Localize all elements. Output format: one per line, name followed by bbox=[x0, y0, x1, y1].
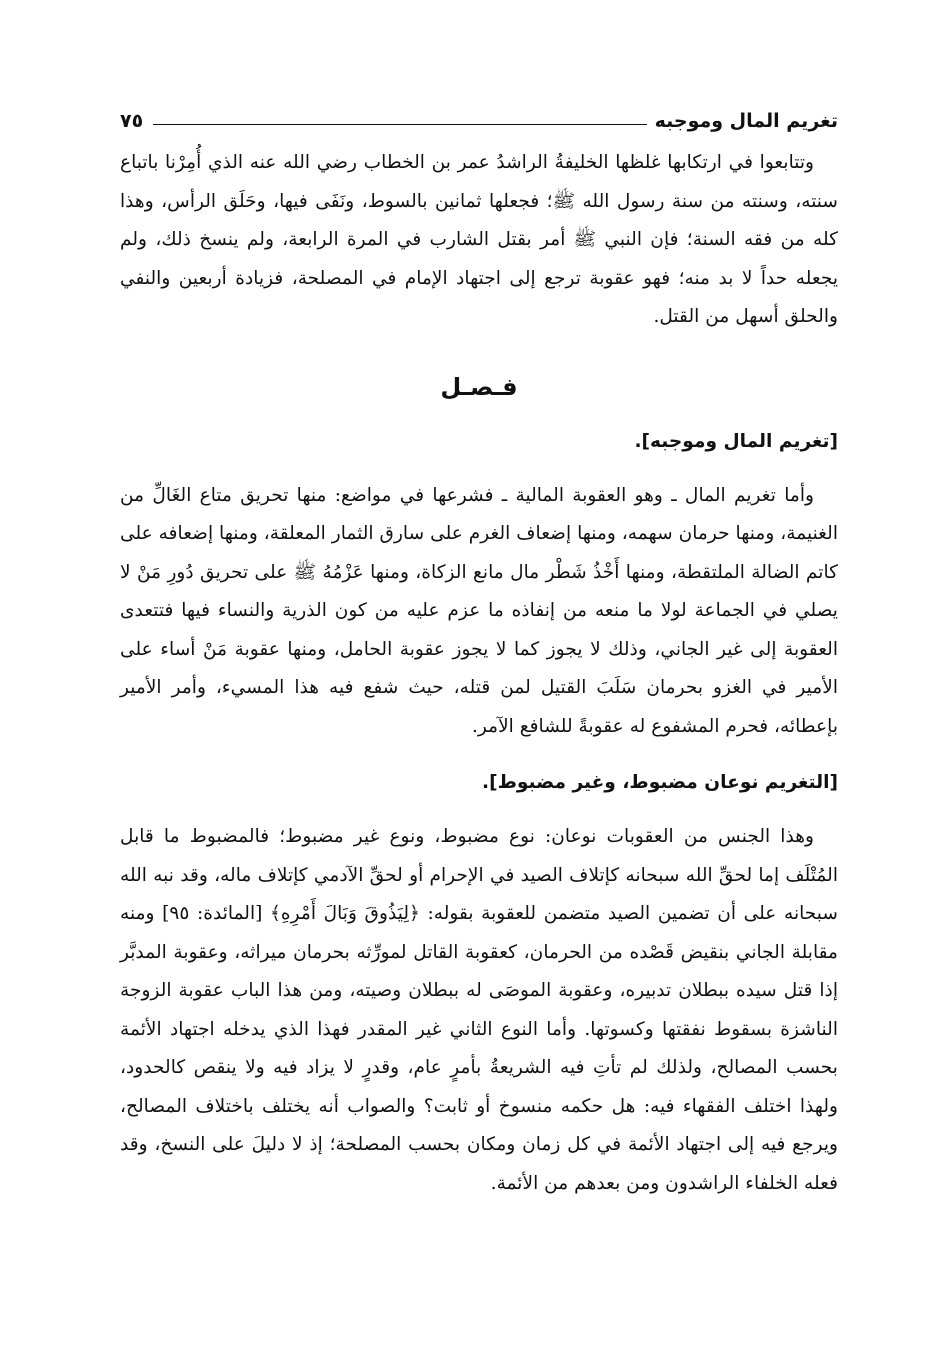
page-number: ٧٥ bbox=[120, 110, 144, 132]
book-page bbox=[120, 96, 838, 1203]
subheading-fine-types: [التغريم نوعان مضبوط، وغير مضبوط]. bbox=[482, 772, 838, 793]
paragraph-financial-penalty: وأما تغريم المال ـ وهو العقوبة المالية ـ فشرعها في مواضع: منها تحريق متاع الغَالِّ من الغنيمة، ومنها حرمان سهمه، ومنها إضعاف الغرم على سارق الثمار المعلقة، ومنها إضعافه على كاتم الضالة الملتقطة، ومنها أَخْذُ شَطْر مال مانع الزكاة، ومنها عَزْمُهُ ﷺ على تحريق دُورِ مَنْ لا يصلي في الجماعة لولا ما منعه من إنفاذه ما عزم عليه من كون الذرية والنساء فيها فتتعدى العقوبة إلى غير الجاني، وذلك لا يجوز كما لا يجوز عقوبة الحامل، ومنها عقوبة مَنْ أساء على الأمير في الغزو بحرمان سَلَبَ القتيل لمن قتله، حيث شفع فيه هذا المسيء، وأمر الأمير بإعطائه، فحرم المشفوع له عقوبةً للشافع الآمر. bbox=[120, 484, 839, 737]
running-header bbox=[120, 96, 838, 132]
paragraph-fine-types: وهذا الجنس من العقوبات نوعان: نوع مضبوط، ونوع غير مضبوط؛ فالمضبوط ما قابل المُتْلَف إما لحقِّ الله سبحانه كإتلاف الصيد في الإحرام أو لحقِّ الآدمي كإتلاف ماله، وقد نبه الله سبحانه على أن تضمين الصيد متضمن للعقوبة بقوله: ﴿لِيَذُوقَ وَبَالَ أَمْرِهِ﴾ [المائدة: ٩٥] ومنه مقابلة الجاني بنقيض قَصْده من الحرمان، كعقوبة القاتل لمورِّثه بحرمان ميراثه، وعقوبة المدبَّر إذا قتل سيده ببطلان تدبيره، وعقوبة الموصَى له ببطلان وصيته، ومن هذا الباب عقوبة الزوجة الناشزة بسقوط نفقتها وكسوتها. وأما النوع الثاني غير المقدر فهذا الذي يدخله اجتهاد الأئمة بحسب المصالح، ولذلك لم تأتِ فيه الشريعةُ بأمرٍ عام، وقدرٍ لا يزاد فيه ولا ينقص كالحدود، ولهذا اختلف الفقهاء فيه: هل حكمه منسوخ أو ثابت؟ والصواب أنه يختلف باختلاف المصالح، ويرجع فيه إلى اجتهاد الأئمة في كل زمان ومكان بحسب المصلحة؛ إذ لا دليلَ على النسخ، وقد فعله الخلفاء الراشدون ومن بعدهم من الأئمة. bbox=[120, 826, 838, 1194]
section-title: فـصـل bbox=[440, 372, 518, 401]
header-rule bbox=[153, 124, 646, 125]
intro-paragraph: وتتابعوا في ارتكابها غلظها الخليفةُ الراشدُ عمر بن الخطاب رضي الله عنه الذي أُمِرْنا باتباع سنته، وسنته من سنة رسول الله ﷺ؛ فجعلها ثمانين بالسوط، ونَفَى فيها، وحَلَق الرأس، وهذا كله من فقه السنة؛ فإن النبي ﷺ أمر بقتل الشارب في المرة الرابعة، ولم ينسخ ذلك، ولم يجعله حداً لا بد منه؛ فهو عقوبة ترجع إلى اجتهاد الإمام في المصلحة، فزيادة أربعين والنفي والحلق أسهل من القتل. bbox=[120, 152, 838, 327]
running-title: تغريم المال وموجبه bbox=[654, 110, 838, 132]
subheading-fines: [تغريم المال وموجبه]. bbox=[634, 430, 838, 452]
